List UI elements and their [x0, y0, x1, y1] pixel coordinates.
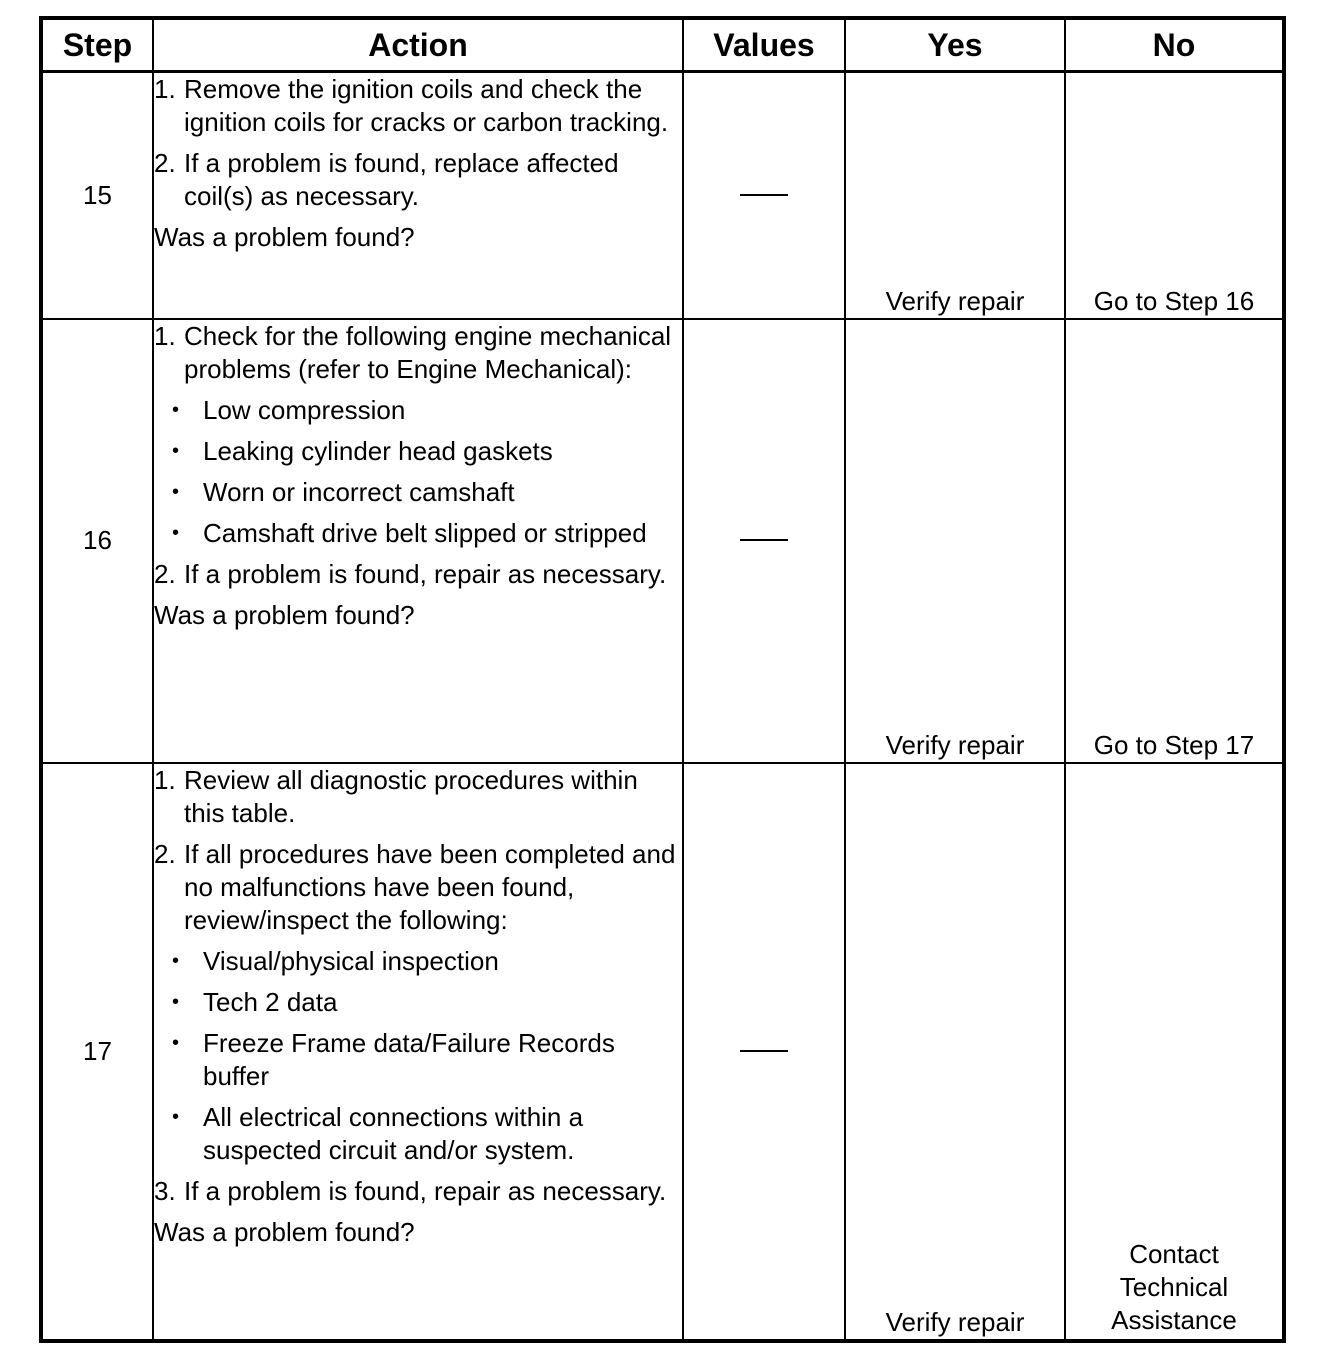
item-number: 1.	[154, 764, 176, 795]
bullet-icon: •	[172, 439, 180, 462]
table-row	[41, 319, 1284, 763]
action-item	[154, 73, 682, 139]
action-cell	[153, 319, 683, 763]
bullet-text: Visual/physical inspection	[203, 945, 499, 976]
bullet-item	[154, 517, 682, 550]
diagnostic-table	[39, 16, 1286, 1343]
em-dash-value	[740, 194, 788, 196]
bullet-icon: •	[172, 480, 180, 503]
action-item	[154, 320, 682, 386]
header-step: Step	[41, 18, 153, 72]
values-cell	[683, 763, 845, 1342]
item-text: If a problem is found, replace affected coil(s) as necessary.	[184, 148, 619, 211]
values-cell	[683, 72, 845, 319]
item-number: 1.	[154, 74, 176, 104]
action-item	[154, 1175, 682, 1208]
header-action: Action	[153, 18, 683, 72]
bullet-icon: •	[172, 1031, 180, 1054]
bullet-text: Worn or incorrect camshaft	[203, 476, 515, 507]
item-text: If a problem is found, repair as necessary.	[184, 558, 667, 589]
action-cell	[153, 72, 683, 319]
header-values: Values	[683, 18, 845, 72]
item-number: 1.	[154, 320, 176, 351]
step-number: 15	[41, 72, 153, 319]
bullet-item	[154, 1101, 682, 1167]
bullet-icon: •	[172, 990, 180, 1013]
question-text: Was a problem found?	[154, 222, 415, 252]
values-cell	[683, 319, 845, 763]
bullet-item	[154, 394, 682, 427]
item-text: Review all diagnostic procedures within this table.	[184, 764, 638, 828]
step-number: 16	[41, 319, 153, 763]
question-text: Was a problem found?	[154, 599, 415, 630]
header-no: No	[1065, 18, 1284, 72]
bullet-item	[154, 476, 682, 509]
bullet-item	[154, 435, 682, 468]
no-cell: Go to Step 16	[1065, 72, 1284, 319]
bullet-text: Camshaft drive belt slipped or stripped	[203, 517, 647, 548]
bullet-item	[154, 945, 682, 978]
table-row	[41, 763, 1284, 1342]
bullet-item	[154, 1027, 682, 1093]
em-dash-value	[740, 1050, 788, 1052]
action-item	[154, 147, 682, 213]
bullet-text: Leaking cylinder head gaskets	[203, 435, 553, 466]
table-header	[41, 18, 1284, 72]
action-item	[154, 838, 682, 937]
question-text: Was a problem found?	[154, 1216, 415, 1247]
bullet-icon: •	[172, 521, 180, 544]
em-dash-value	[740, 539, 788, 541]
action-cell	[153, 763, 683, 1342]
item-number: 2.	[154, 838, 176, 869]
item-number: 2.	[154, 148, 176, 178]
item-text: If all procedures have been completed and no malfunctions have been found, review/inspect the following:	[184, 838, 676, 935]
no-cell	[1065, 763, 1284, 1342]
item-number: 2.	[154, 558, 176, 589]
item-text: If a problem is found, repair as necessary.	[184, 1175, 667, 1206]
action-item	[154, 558, 682, 591]
no-cell-text: Contact Technical Assistance	[1111, 1239, 1237, 1335]
no-cell: Go to Step 17	[1065, 319, 1284, 763]
bullet-icon: •	[172, 1105, 180, 1128]
item-text: Remove the ignition coils and check the ignition coils for cracks or carbon tracking.	[184, 74, 669, 137]
table-row	[41, 72, 1284, 319]
item-text: Check for the following engine mechanical problems (refer to Engine Mechanical):	[184, 320, 672, 384]
bullet-item	[154, 986, 682, 1019]
bullet-text: Tech 2 data	[203, 986, 338, 1017]
bullet-text: Low compression	[203, 394, 406, 425]
bullet-icon: •	[172, 949, 180, 972]
bullet-text: Freeze Frame data/Failure Records buffer	[203, 1027, 615, 1091]
yes-cell: Verify repair	[845, 72, 1065, 319]
yes-cell: Verify repair	[845, 763, 1065, 1342]
header-yes: Yes	[845, 18, 1065, 72]
action-item	[154, 764, 682, 830]
yes-cell: Verify repair	[845, 319, 1065, 763]
bullet-text: All electrical connections within a suspected circuit and/or system.	[203, 1101, 584, 1165]
item-number: 3.	[154, 1175, 176, 1206]
bullet-icon: •	[172, 398, 180, 421]
step-number: 17	[41, 763, 153, 1342]
